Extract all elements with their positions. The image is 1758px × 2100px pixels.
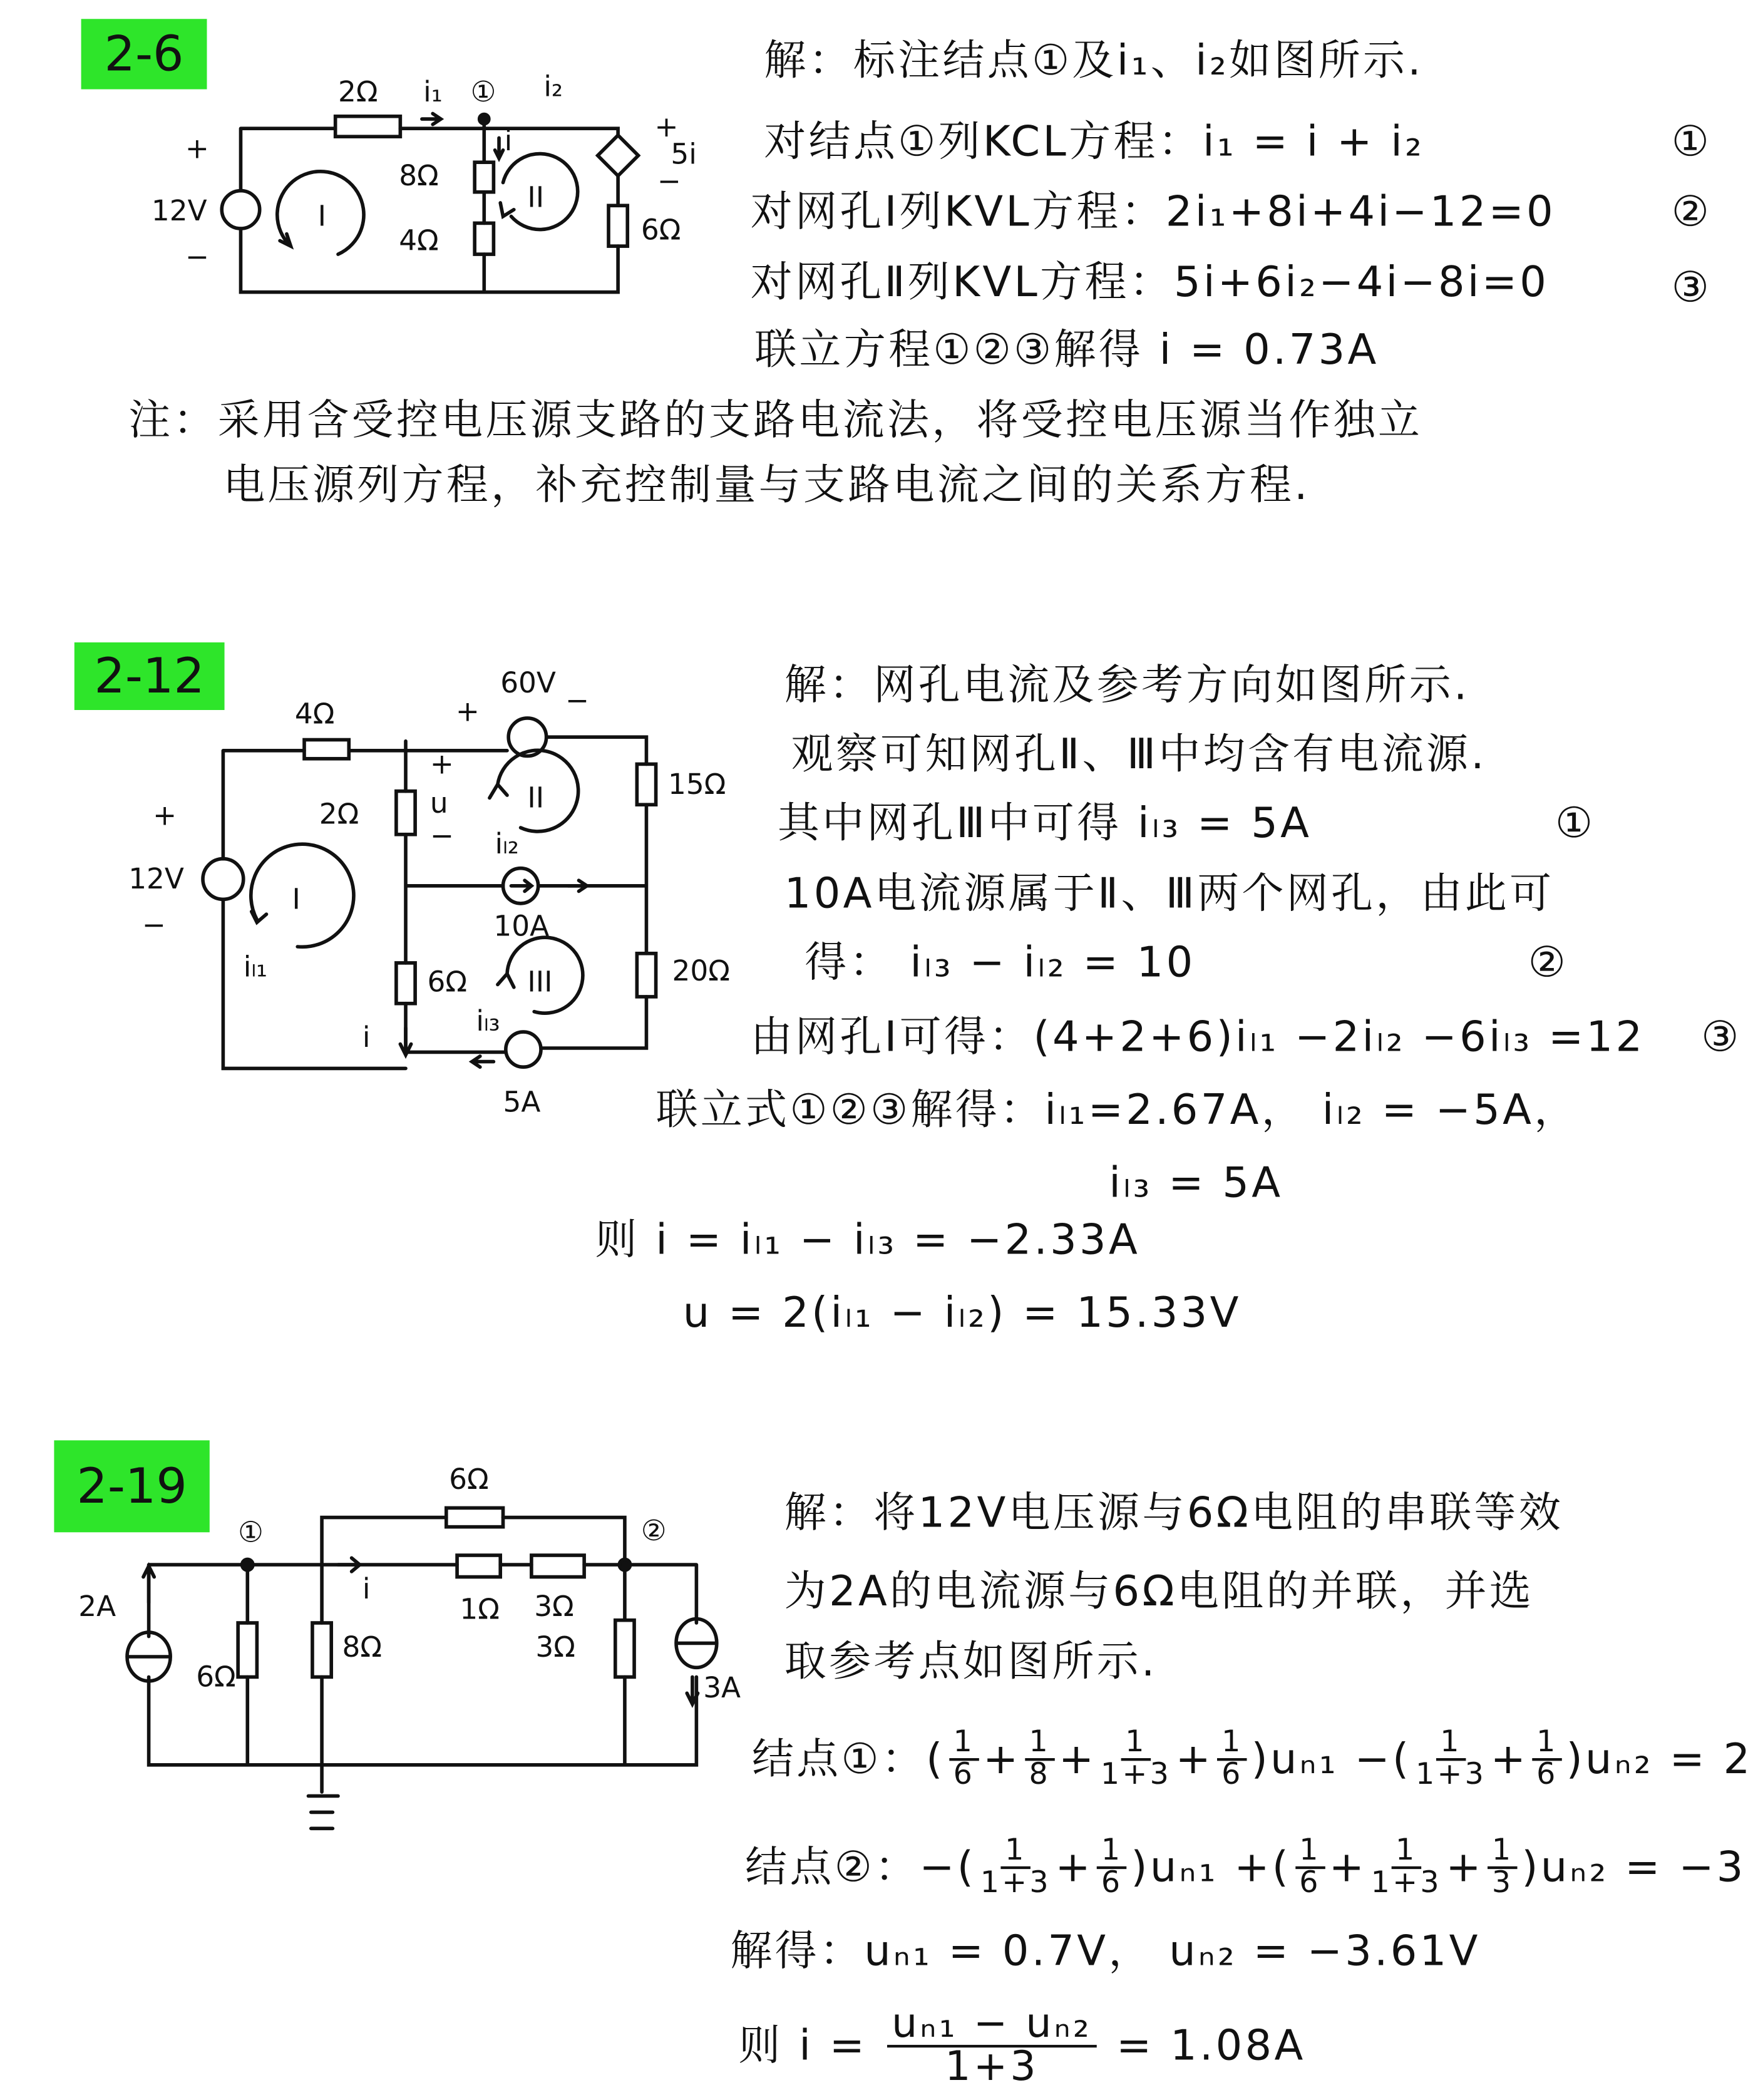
equation-text: + — [1329, 1843, 1367, 1892]
mesh-label: II — [527, 181, 545, 214]
resistor-label: 3Ω — [535, 1630, 575, 1664]
resistor-6ohm — [396, 963, 415, 1004]
problem-tag-2-12: 2-12 — [75, 642, 225, 710]
resistor-label: 4Ω — [399, 224, 439, 257]
resistor-label: 1Ω — [460, 1593, 500, 1626]
solution-line: 10A电流源属于Ⅱ、Ⅲ两个网孔，由此可 — [784, 869, 1555, 919]
numerator: 1 — [1295, 1836, 1325, 1869]
resistor-4ohm — [304, 740, 349, 759]
equation-marker: ③ — [1701, 1012, 1742, 1062]
polarity-plus: + — [153, 799, 177, 832]
polarity-minus: − — [185, 240, 209, 274]
numerator: uₙ₁ − uₙ₂ — [888, 2004, 1096, 2047]
fraction — [888, 2000, 1096, 2091]
node-2-equation — [744, 1833, 1747, 1900]
denominator: 6 — [1101, 1866, 1123, 1900]
fraction — [1416, 1728, 1486, 1790]
denominator: 3 — [1491, 1866, 1514, 1900]
resistor-label: 4Ω — [294, 697, 335, 731]
problem-tag-2-6: 2-6 — [81, 19, 207, 89]
numerator: 1 — [1097, 1836, 1127, 1869]
resistor-label: 8Ω — [342, 1630, 383, 1664]
resistor-label: 6Ω — [427, 965, 468, 999]
mesh-label: II — [527, 781, 545, 815]
mesh-label: III — [527, 965, 553, 999]
dependent-voltage-source — [598, 135, 639, 176]
polarity-plus: + — [185, 132, 209, 165]
current-label: iₗ₃ — [476, 1004, 500, 1037]
equation-text: )uₙ₂ = 2 — [1566, 1734, 1753, 1783]
mesh-label: I — [317, 200, 326, 233]
solution-line: 联立式①②③解得：iₗ₁=2.67A， iₗ₂ = −5A， — [655, 1086, 1579, 1135]
numerator: 1 — [1121, 1728, 1151, 1761]
equation-text: + — [1490, 1734, 1529, 1783]
source-label: 2A — [78, 1590, 116, 1623]
equation-marker: ① — [1671, 117, 1712, 167]
resistor-label: 6Ω — [196, 1660, 236, 1694]
solution-line: 得： iₗ₃ − iₗ₂ = 10 — [804, 939, 1196, 987]
fraction — [1097, 1833, 1127, 1900]
fraction — [1101, 1728, 1171, 1790]
source-label: 60V — [500, 666, 556, 699]
resistor-6ohm — [609, 205, 627, 246]
solution-line: 对结点①列KCL方程：i₁ = i + i₂ — [764, 117, 1425, 167]
resistor-4ohm — [475, 223, 493, 254]
resistor-label: 2Ω — [338, 75, 378, 108]
source-label: 10A — [493, 910, 550, 943]
numerator: 1 — [1001, 1836, 1031, 1869]
current-label: i — [362, 1021, 371, 1054]
solution-line: iₗ₃ = 5A — [1109, 1159, 1283, 1208]
numerator: 1 — [1436, 1728, 1466, 1761]
equation-marker: ③ — [1671, 264, 1712, 312]
numerator: 1 — [949, 1728, 979, 1761]
resistor-label: 6Ω — [640, 214, 681, 247]
denominator: 1+3 — [1100, 1758, 1172, 1792]
current-label: i — [504, 124, 513, 157]
current-result-equation — [737, 2000, 1307, 2091]
denominator: 1+3 — [1370, 1866, 1442, 1900]
equation-marker: ② — [1671, 188, 1712, 237]
problem-tag-2-19: 2-19 — [54, 1440, 209, 1532]
polarity-plus: + — [429, 748, 454, 781]
equation-text: 结点②：−( — [745, 1843, 977, 1892]
solution-line: 其中网孔Ⅲ中可得 iₗ₃ = 5A — [778, 799, 1312, 848]
circuit-2-12 — [203, 718, 656, 1068]
resistor-8ohm — [312, 1623, 331, 1677]
polarity-plus: + — [455, 695, 480, 728]
polarity-minus: − — [429, 819, 454, 852]
solution-line: 解得：uₙ₁ = 0.7V， uₙ₂ = −3.61V — [730, 1927, 1481, 1976]
node-1-equation — [751, 1728, 1754, 1790]
voltage-label: u — [429, 787, 448, 820]
resistor-label: 2Ω — [319, 798, 359, 831]
solution-line: 取参考点如图所示. — [784, 1637, 1158, 1687]
current-label: iₗ₁ — [243, 950, 268, 984]
fraction — [949, 1728, 979, 1790]
resistor-1ohm — [457, 1555, 500, 1577]
resistor-label: 20Ω — [672, 954, 730, 987]
fraction — [1218, 1728, 1248, 1790]
mesh-label: I — [292, 883, 301, 916]
fraction — [1488, 1833, 1518, 1900]
equation-marker: ② — [1528, 939, 1569, 987]
fraction — [1533, 1728, 1563, 1790]
solution-line: 对网孔Ⅰ列KVL方程：2i₁+8i+4i−12=0 — [750, 188, 1556, 237]
resistor-2ohm — [396, 791, 415, 835]
current-label: i — [362, 1573, 371, 1605]
circuit-2-6 — [222, 113, 638, 292]
resistor-label: 8Ω — [399, 159, 439, 192]
equation-text: )uₙ₂ = −3 — [1521, 1843, 1746, 1892]
equation-text: + — [1059, 1734, 1097, 1783]
current-source-5a — [506, 1032, 541, 1067]
source-label: 5A — [503, 1086, 541, 1119]
resistor-6ohm-top — [446, 1508, 503, 1526]
note-line: 注：采用含受控电压源支路的支路电流法，将受控电压源当作独立 — [128, 396, 1423, 445]
source-label: 12V — [151, 195, 207, 227]
mesh-1-arrow — [251, 844, 354, 947]
equation-result: = 1.08A — [1116, 2021, 1306, 2070]
fraction — [1295, 1833, 1325, 1900]
note-line: 电压源列方程，补充控制量与支路电流之间的关系方程. — [223, 461, 1310, 510]
numerator: 1 — [1392, 1836, 1422, 1869]
solution-line: 为2A的电流源与6Ω电阻的并联，并选 — [784, 1567, 1534, 1617]
solution-line: 解：将12V电压源与6Ω电阻的串联等效 — [784, 1489, 1564, 1538]
solution-line: 对网孔Ⅱ列KVL方程：5i+6i₂−4i−8i=0 — [750, 258, 1550, 307]
resistor-8ohm — [475, 162, 493, 192]
numerator: 1 — [1488, 1836, 1518, 1869]
equation-text: )uₙ₁ +( — [1131, 1843, 1292, 1892]
denominator: 8 — [1029, 1758, 1051, 1792]
resistor-2ohm — [336, 116, 401, 136]
source-label: 12V — [128, 863, 184, 895]
solution-line: 观察可知网孔Ⅱ、Ⅲ中均含有电流源. — [791, 730, 1487, 780]
fraction — [1025, 1728, 1055, 1790]
polarity-minus: − — [565, 684, 589, 717]
fraction — [1370, 1833, 1442, 1900]
equation-text: + — [1446, 1843, 1484, 1892]
equation-prefix: 则 i = — [738, 2021, 868, 2070]
denominator: 6 — [1299, 1866, 1321, 1900]
current-label: i₂ — [543, 70, 563, 103]
polarity-minus: − — [657, 165, 681, 198]
solution-line: 联立方程①②③解得 i = 0.73A — [754, 326, 1379, 375]
node-label: ① — [238, 1516, 264, 1549]
resistor-label: 6Ω — [449, 1463, 489, 1496]
voltage-source-12v — [203, 859, 244, 900]
solution-line: 由网孔Ⅰ可得：(4+2+6)iₗ₁ −2iₗ₂ −6iₗ₃ =12 — [750, 1012, 1645, 1062]
numerator: 1 — [1533, 1728, 1563, 1761]
denominator: 1+3 — [945, 2043, 1039, 2091]
polarity-plus: + — [654, 111, 679, 143]
equation-text: )uₙ₁ −( — [1251, 1734, 1412, 1783]
fraction — [980, 1833, 1051, 1900]
equation-text: + — [1175, 1734, 1214, 1783]
solution-line: 解：标注结点①及i₁、i₂如图所示. — [764, 36, 1424, 86]
polarity-minus: − — [141, 908, 166, 942]
denominator: 1+3 — [1415, 1758, 1487, 1792]
solution-line: 则 i = iₗ₁ − iₗ₃ = −2.33A — [595, 1215, 1141, 1265]
solution-line: u = 2(iₗ₁ − iₗ₂) = 15.33V — [682, 1289, 1241, 1338]
node-label: ① — [470, 75, 496, 108]
equation-text: + — [1055, 1843, 1093, 1892]
equation-marker: ① — [1555, 799, 1596, 848]
numerator: 1 — [1218, 1728, 1248, 1761]
resistor-6ohm — [238, 1623, 257, 1677]
current-label: i₁ — [423, 75, 443, 108]
voltage-source-12v — [222, 191, 259, 229]
equation-text: 结点①：( — [751, 1734, 945, 1783]
equation-text: + — [983, 1734, 1021, 1783]
source-label: 5i — [671, 138, 697, 171]
resistor-3ohm — [615, 1620, 634, 1677]
resistor-3ohm-series — [532, 1555, 584, 1577]
denominator: 6 — [953, 1758, 975, 1792]
node-label: ② — [640, 1515, 667, 1548]
denominator: 6 — [1536, 1758, 1558, 1792]
denominator: 6 — [1221, 1758, 1243, 1792]
denominator: 1+3 — [980, 1866, 1051, 1900]
resistor-label: 3Ω — [534, 1590, 574, 1623]
current-label: iₗ₂ — [495, 827, 519, 860]
resistor-label: 15Ω — [668, 768, 726, 801]
numerator: 1 — [1025, 1728, 1055, 1761]
resistor-15ohm — [637, 764, 655, 805]
solution-line: 解：网孔电流及参考方向如图所示. — [784, 661, 1470, 710]
source-label: 3A — [703, 1671, 741, 1704]
resistor-20ohm — [637, 954, 655, 997]
